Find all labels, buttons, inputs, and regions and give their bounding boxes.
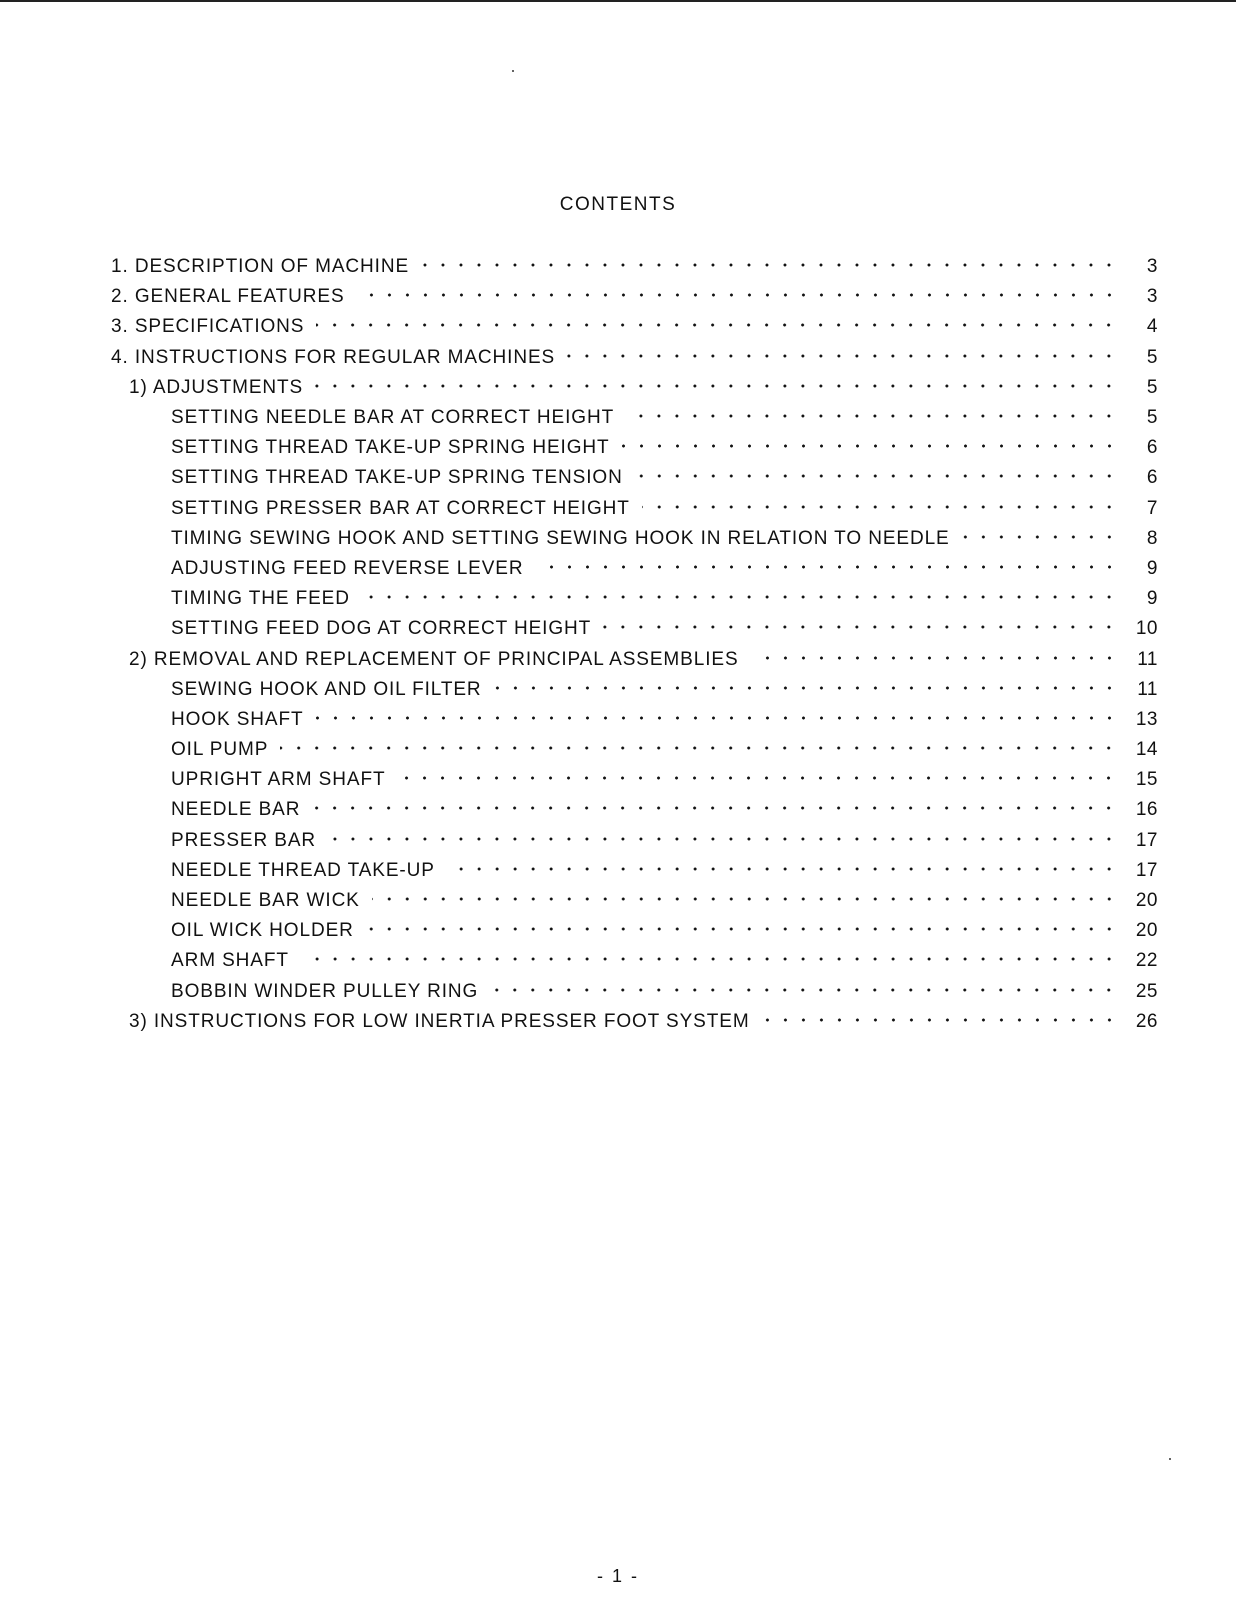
toc-entry [0, 946, 1236, 976]
toc-entry [0, 765, 1236, 795]
toc-entry-label: SETTING THREAD TAKE-UP SPRING HEIGHT [171, 437, 610, 459]
toc-entry [0, 373, 1236, 403]
dot-leader [751, 656, 1118, 660]
dot-leader [626, 414, 1118, 418]
toc-entry [0, 916, 1236, 946]
toc-entry-label: TIMING THE FEED [171, 588, 350, 610]
toc-entry [0, 584, 1236, 614]
toc-entry-label: 1. DESCRIPTION OF MACHINE [111, 256, 410, 278]
toc-entry-label: SEWING HOOK AND OIL FILTER [171, 678, 482, 700]
toc-entry-label: 4. INSTRUCTIONS FOR REGULAR MACHINES [111, 346, 556, 368]
toc-entry [0, 735, 1236, 765]
toc-entry-label: 3. SPECIFICATIONS [111, 316, 305, 338]
page-title: CONTENTS [559, 194, 677, 215]
toc-entry-label: ADJUSTING FEED REVERSE LEVER [171, 557, 524, 579]
toc-entry [0, 977, 1236, 1007]
toc-entry-page-number: 11 [1137, 648, 1158, 670]
toc-entry-page-number: 8 [1146, 527, 1158, 549]
toc-entry [0, 433, 1236, 463]
toc-entry-label: NEEDLE BAR WICK [171, 890, 360, 912]
dot-leader [328, 837, 1118, 841]
dot-leader [312, 806, 1118, 810]
toc-entry-page-number: 7 [1146, 497, 1158, 519]
dot-leader [447, 867, 1118, 871]
dot-leader [366, 927, 1118, 931]
toc-entry-label: 2. GENERAL FEATURES [111, 286, 345, 308]
toc-entry-page-number: 9 [1146, 588, 1158, 610]
toc-entry-page-number: 10 [1135, 618, 1158, 640]
dot-leader [315, 384, 1118, 388]
toc-entry-page-number: 14 [1135, 739, 1158, 761]
dot-leader [357, 293, 1118, 297]
toc-entry-label: ARM SHAFT [171, 950, 289, 972]
toc-entry-label: BOBBIN WINDER PULLEY RING [171, 980, 479, 1002]
table-of-contents [0, 252, 1236, 1037]
toc-entry-page-number: 20 [1135, 890, 1158, 912]
dot-leader [316, 716, 1118, 720]
dot-leader [603, 625, 1118, 629]
toc-entry-label: PRESSER BAR [171, 829, 317, 851]
toc-entry-label: TIMING SEWING HOOK AND SETTING SEWING HOOK IN RELATION TO NEEDLE [171, 527, 950, 549]
toc-entry [0, 554, 1236, 584]
toc-entry-page-number: 11 [1137, 678, 1158, 700]
dot-leader [397, 776, 1118, 780]
toc-entry-page-number: 9 [1146, 557, 1158, 579]
dot-leader [635, 474, 1118, 478]
toc-entry-label: NEEDLE THREAD TAKE-UP [171, 859, 435, 881]
toc-entry-label: OIL PUMP [171, 739, 269, 761]
page-number: - 1 - [596, 1566, 639, 1586]
toc-entry-label: SETTING PRESSER BAR AT CORRECT HEIGHT [171, 497, 630, 519]
toc-entry-label: OIL WICK HOLDER [171, 920, 354, 942]
dot-leader [372, 897, 1118, 901]
toc-entry-label: HOOK SHAFT [171, 708, 304, 730]
dot-leader [567, 354, 1118, 358]
dot-leader [301, 957, 1118, 961]
toc-entry [0, 826, 1236, 856]
toc-entry-page-number: 15 [1135, 769, 1158, 791]
toc-entry [0, 524, 1236, 554]
toc-entry [0, 463, 1236, 493]
dot-leader [622, 444, 1119, 448]
toc-entry [0, 614, 1236, 644]
toc-entry-page-number: 6 [1146, 437, 1158, 459]
toc-entry [0, 886, 1236, 916]
dot-leader [762, 1018, 1118, 1022]
toc-entry-page-number: 16 [1135, 799, 1158, 821]
toc-entry [0, 675, 1236, 705]
toc-entry-label: 2) REMOVAL AND REPLACEMENT OF PRINCIPAL ASSEMBLIES [129, 648, 739, 670]
toc-entry-page-number: 20 [1135, 920, 1158, 942]
dot-leader [362, 595, 1118, 599]
toc-entry [0, 644, 1236, 674]
toc-entry-label: SETTING THREAD TAKE-UP SPRING TENSION [171, 467, 623, 489]
toc-entry-page-number: 5 [1146, 376, 1158, 398]
dot-leader [421, 263, 1118, 267]
toc-entry-label: UPRIGHT ARM SHAFT [171, 769, 386, 791]
toc-entry-label: 1) ADJUSTMENTS [129, 376, 304, 398]
toc-entry-page-number: 5 [1146, 407, 1158, 429]
dot-leader [536, 565, 1119, 569]
dot-leader [490, 988, 1118, 992]
toc-entry [0, 312, 1236, 342]
toc-entry [0, 856, 1236, 886]
toc-entry-label: SETTING FEED DOG AT CORRECT HEIGHT [171, 618, 592, 640]
toc-entry-page-number: 17 [1135, 829, 1158, 851]
toc-entry [0, 494, 1236, 524]
toc-entry-page-number: 5 [1146, 346, 1158, 368]
toc-entry [0, 403, 1236, 433]
dot-leader [642, 505, 1118, 509]
toc-entry-page-number: 6 [1146, 467, 1158, 489]
toc-entry-page-number: 25 [1135, 980, 1158, 1002]
dot-leader [280, 746, 1118, 750]
toc-entry [0, 705, 1236, 735]
toc-entry-label: 3) INSTRUCTIONS FOR LOW INERTIA PRESSER FOOT SYSTEM [129, 1010, 750, 1032]
dot-leader [316, 323, 1118, 327]
toc-entry-page-number: 26 [1135, 1010, 1158, 1032]
toc-entry [0, 795, 1236, 825]
toc-entry-page-number: 22 [1135, 950, 1158, 972]
toc-entry-page-number: 13 [1135, 708, 1158, 730]
toc-entry-page-number: 3 [1146, 286, 1158, 308]
toc-entry [0, 282, 1236, 312]
scan-speck [512, 70, 514, 72]
scan-speck [1169, 1458, 1171, 1460]
toc-entry-page-number: 4 [1146, 316, 1158, 338]
toc-entry [0, 343, 1236, 373]
toc-entry [0, 1007, 1236, 1037]
top-border-line [0, 0, 1236, 2]
toc-entry [0, 252, 1236, 282]
dot-leader [494, 686, 1118, 690]
toc-entry-page-number: 3 [1146, 256, 1158, 278]
dot-leader [962, 535, 1118, 539]
toc-entry-page-number: 17 [1135, 859, 1158, 881]
toc-entry-label: NEEDLE BAR [171, 799, 301, 821]
toc-entry-label: SETTING NEEDLE BAR AT CORRECT HEIGHT [171, 407, 615, 429]
